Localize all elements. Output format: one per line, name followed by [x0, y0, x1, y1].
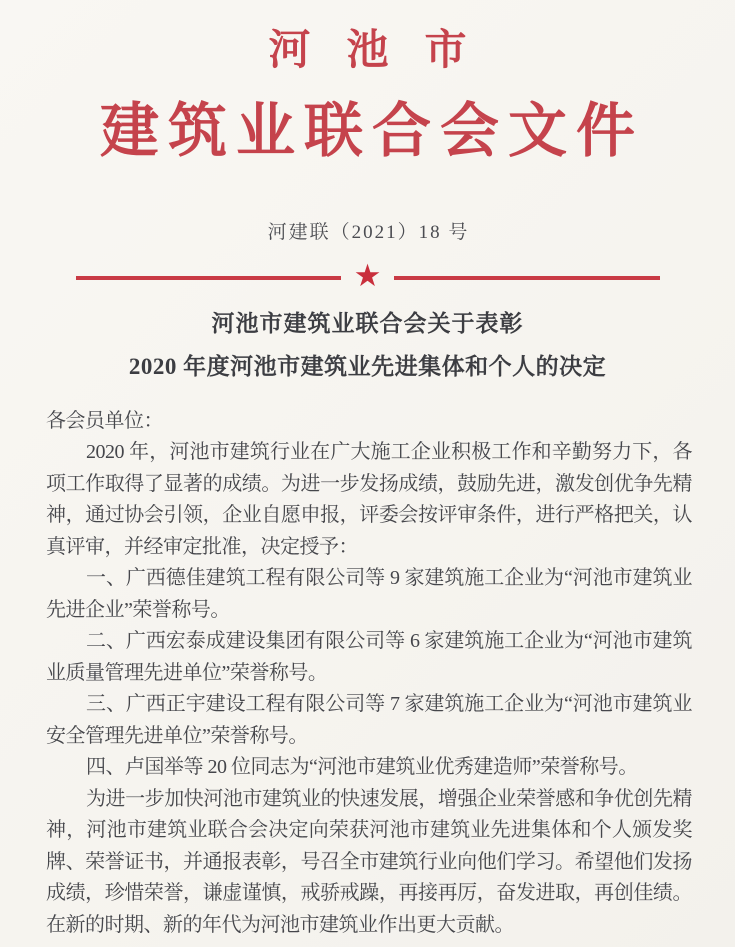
- body-paragraph: 三、广西正宇建设工程有限公司等 7 家建筑施工企业为“河池市建筑业安全管理先进单位”荣誉称号。: [46, 693, 692, 747]
- document-number-text: 河建联（2021）18 号: [267, 221, 470, 243]
- body-paragraph: 四、卢国举等 20 位同志为“河池市建筑业优秀建造师”荣誉称号。: [86, 756, 638, 779]
- document-page: [0, 30, 735, 947]
- star-icon: ★: [353, 258, 382, 295]
- red-divider: [76, 258, 660, 295]
- body-paragraph: 二、广西宏泰成建设集团有限公司等 6 家建筑施工企业为“河池市建筑业质量管理先进单位”荣誉称号。: [46, 630, 692, 684]
- letterhead-doc-title: [0, 99, 735, 164]
- document-title-line2: 2020 年度河池市建筑业先进集体和个人的决定: [128, 354, 607, 380]
- document-title: [0, 310, 735, 381]
- letterhead-doc-title-text: 建筑业联合会文件: [99, 98, 644, 164]
- divider-line-right: [394, 276, 659, 280]
- letterhead-org-name: [0, 30, 735, 72]
- document-number: [0, 222, 735, 245]
- salutation: 各会员单位：: [46, 409, 163, 432]
- body-paragraph: 2020 年，河池市建筑行业在广大施工企业积极工作和辛勤努力下，各项工作取得了显著的成绩。为进一步发扬成绩，鼓励先进，激发创优争先精神，通过协会引领，企业自愿申报，评委会按评审条件，进行严格把关，认真评审，并经审定批准，决定授予：: [46, 441, 692, 558]
- body-paragraph: 一、广西德佳建筑工程有限公司等 9 家建筑施工企业为“河池市建筑业先进企业”荣誉称号。: [46, 567, 692, 621]
- letterhead-org-name-text: 河池市: [268, 28, 503, 74]
- document-body: [46, 406, 692, 942]
- document-title-line1: 河池市建筑业联合会关于表彰: [211, 310, 524, 336]
- body-paragraph: 为进一步加快河池市建筑业的快速发展，增强企业荣誉感和争优创先精神，河池市建筑业联合会决定向荣获河池市建筑业先进集体和个人颁发奖牌、荣誉证书，并通报表彰，号召全市建筑行业向他们学习。希望他们发扬成绩，珍惜荣誉，谦虚谨慎，戒骄戒躁，再接再厉，奋发进取，再创佳绩。在新的时期、新的年代为河池市建筑业作出更大贡献。: [46, 787, 692, 936]
- divider-line-left: [76, 276, 341, 280]
